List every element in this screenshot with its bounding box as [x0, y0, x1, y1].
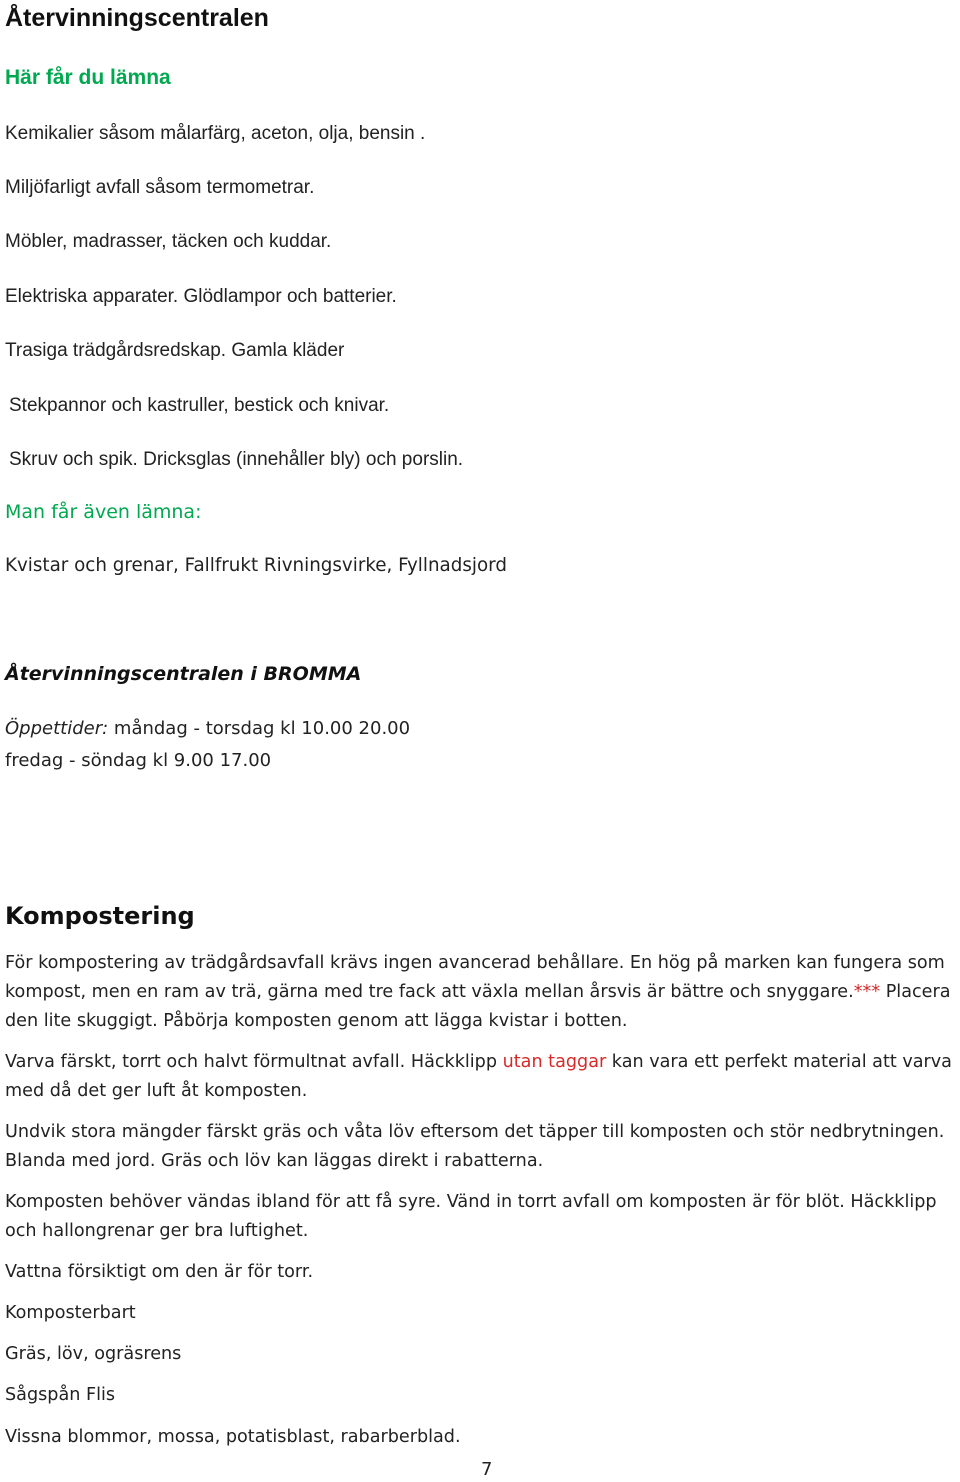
recycling-item: Stekpannor och kastruller, bestick och knivar.	[9, 395, 390, 416]
also-heading: Man får även lämna:	[5, 501, 202, 523]
recycling-item: Trasiga trädgårdsredskap. Gamla kläder	[5, 340, 345, 361]
recycling-item: Kemikalier såsom målarfärg, aceton, olja, bensin .	[5, 123, 426, 144]
bromma-heading: Återvinningscentralen i BROMMA	[5, 663, 362, 685]
compost-paragraph	[5, 1048, 960, 1106]
opening-hours-weekdays	[5, 718, 410, 739]
compost-paragraph: Vattna försiktigt om den är för torr.	[5, 1262, 314, 1282]
recycling-item: Möbler, madrasser, täcken och kuddar.	[5, 231, 332, 252]
compostable-heading: Komposterbart	[5, 1303, 136, 1323]
compost-paragraph	[5, 949, 960, 1036]
opening-hours-weekdays-text: måndag - torsdag kl 10.00 20.00	[108, 718, 411, 739]
compost-title: Kompostering	[5, 902, 195, 930]
compost-paragraph: Undvik stora mängder färskt gräs och våta löv eftersom det täpper till komposten och stör nedbrytningen. Blanda med jord. Gräs och löv kan läggas direkt i rabatterna.	[5, 1122, 945, 1171]
recycling-item: Skruv och spik. Dricksglas (innehåller bly) och porslin.	[9, 449, 464, 470]
also-items: Kvistar och grenar, Fallfrukt Rivningsvirke, Fyllnadsjord	[5, 555, 507, 576]
recycling-title: Återvinningscentralen	[5, 4, 269, 32]
opening-hours-weekend: fredag - söndag kl 9.00 17.00	[5, 750, 272, 771]
recycling-item: Elektriska apparater. Glödlampor och batterier.	[5, 286, 397, 307]
compostable-item: Gräs, löv, ogräsrens	[5, 1344, 182, 1364]
compost-stars: ***	[853, 982, 881, 1002]
compost-paragraph-text: kan vara ett perfekt material att varva med då det ger luft åt komposten.	[5, 1052, 952, 1101]
compostable-item: Sågspån Flis	[5, 1385, 116, 1405]
compost-paragraph-text: För kompostering av trädgårdsavfall krävs ingen avancerad behållare. En hög på marken kan fungera som kompost, men en ram av trä, gärna med tre fack att växla mellan årsvis är bättre och snyggare.	[5, 953, 945, 1002]
opening-hours-label: Öppettider:	[5, 718, 109, 739]
leave-heading: Här får du lämna	[5, 66, 171, 89]
compost-paragraph: Komposten behöver vändas ibland för att få syre. Vänd in torrt avfall om komposten är för blöt. Häckklipp och hallongrenar ger bra luftighet.	[5, 1192, 937, 1241]
page-number: 7	[481, 1459, 493, 1480]
compostable-item: Vissna blommor, mossa, potatisblast, rabarberblad.	[5, 1427, 461, 1447]
recycling-item: Miljöfarligt avfall såsom termometrar.	[5, 177, 315, 198]
compost-paragraph-text: Placera den lite skuggigt. Påbörja komposten genom att lägga kvistar i botten.	[5, 982, 951, 1031]
compost-paragraph-text: Varva färskt, torrt och halvt förmultnat avfall. Häckklipp	[5, 1052, 503, 1072]
compost-highlight: utan taggar	[502, 1052, 607, 1072]
